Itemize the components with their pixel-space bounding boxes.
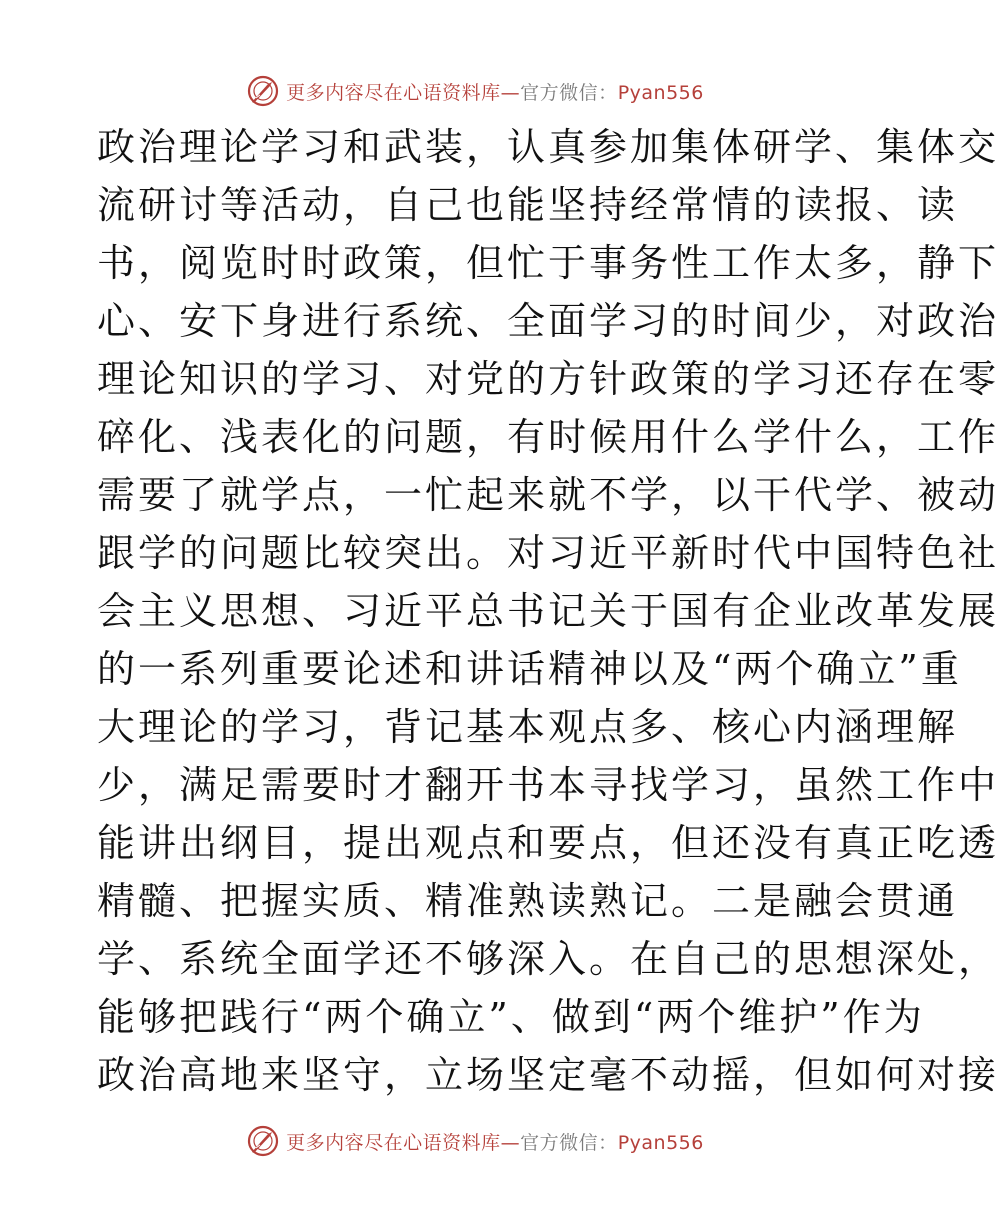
watermark-wechat-id: Pyan556 xyxy=(617,1131,704,1154)
body-line: 的一系列重要论述和讲话精神以及“两个确立”重 xyxy=(97,647,962,691)
body-line: 需要了就学点，一忙起来就不学，以干代学、被动 xyxy=(97,473,999,517)
body-line: 能讲出纲目，提出观点和要点，但还没有真正吃透 xyxy=(97,821,999,865)
quill-circle-icon xyxy=(246,1124,280,1158)
body-line: 政治理论学习和武装，认真参加集体研学、集体交 xyxy=(97,125,999,169)
body-line: 书，阅览时时政策，但忙于事务性工作太多，静下 xyxy=(97,241,999,285)
body-line: 学、系统全面学还不够深入。在自己的思想深处， xyxy=(97,937,999,981)
quill-circle-icon xyxy=(246,74,280,108)
watermark-text xyxy=(286,1128,704,1155)
watermark-wechat-label: 官方微信： xyxy=(520,1131,618,1154)
body-line: 碎化、浅表化的问题，有时候用什么学什么，工作 xyxy=(97,415,999,459)
body-line: 政治高地来坚守，立场坚定毫不动摇，但如何对接 xyxy=(97,1053,999,1097)
body-line: 精髓、把握实质、精准熟读熟记。二是融会贯通 xyxy=(97,879,959,923)
watermark-dash: — xyxy=(500,81,521,104)
watermark-wechat-label: 官方微信： xyxy=(520,81,618,104)
body-line: 能够把践行“两个确立”、做到“两个维护”作为 xyxy=(97,995,925,1039)
footer-watermark xyxy=(0,1121,950,1161)
body-line: 大理论的学习，背记基本观点多、核心内涵理解 xyxy=(97,705,959,749)
body-line: 流研讨等活动，自己也能坚持经常情的读报、读 xyxy=(97,183,959,227)
watermark-wechat-id: Pyan556 xyxy=(617,81,704,104)
body-line: 理论知识的学习、对党的方针政策的学习还存在零 xyxy=(97,357,999,401)
body-line: 会主义思想、习近平总书记关于国有企业改革发展 xyxy=(97,589,999,633)
watermark-brand: 更多内容尽在心语资料库 xyxy=(286,81,501,104)
watermark-text xyxy=(286,78,704,105)
header-watermark xyxy=(0,71,950,111)
document-body xyxy=(97,118,999,1104)
watermark-brand: 更多内容尽在心语资料库 xyxy=(286,1131,501,1154)
watermark-dash: — xyxy=(500,1131,521,1154)
body-line: 跟学的问题比较突出。对习近平新时代中国特色社 xyxy=(97,531,999,575)
body-line: 少，满足需要时才翻开书本寻找学习，虽然工作中 xyxy=(97,763,999,807)
body-line: 心、安下身进行系统、全面学习的时间少，对政治 xyxy=(97,299,999,343)
